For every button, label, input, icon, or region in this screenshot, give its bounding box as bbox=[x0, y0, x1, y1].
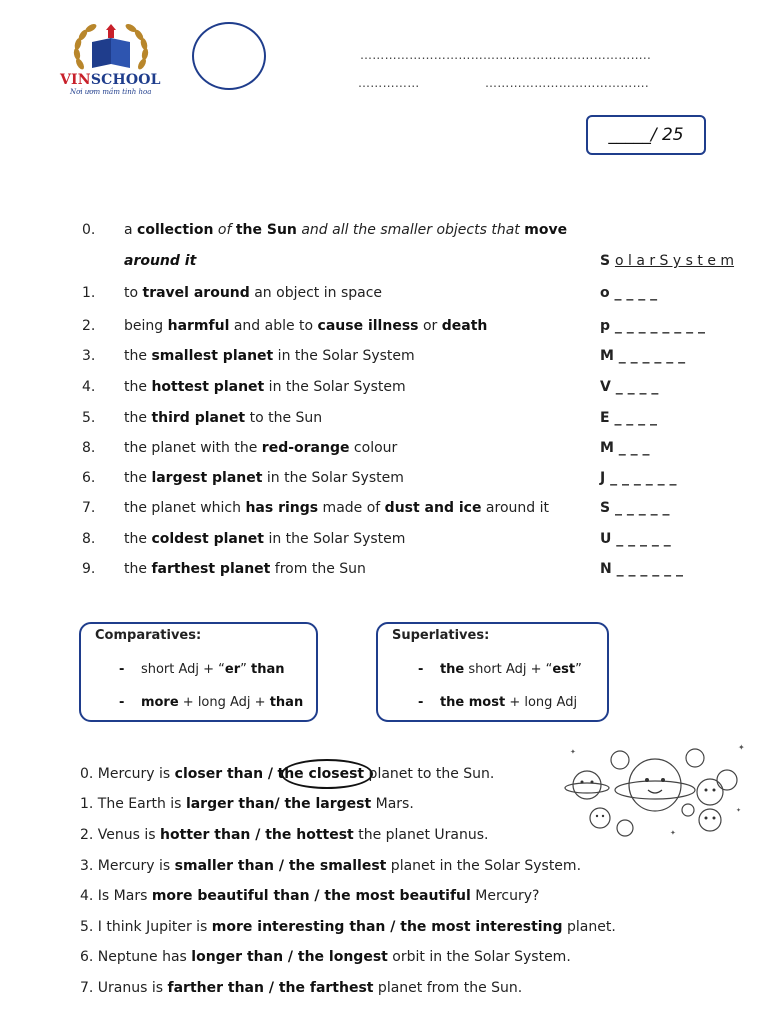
grammar-sentence bbox=[80, 888, 539, 904]
example-definition-line1: a collection of the Sun and all the smaller objects that move bbox=[124, 222, 568, 238]
grammar-sentence bbox=[80, 949, 571, 965]
score-box[interactable]: _____/ 25 bbox=[586, 115, 706, 155]
comparatives-rule-1: - short Adj + “er” than bbox=[119, 662, 285, 677]
sentence-text: 2. Venus is bbox=[80, 827, 161, 843]
sentence-text: 7. Uranus is bbox=[80, 980, 168, 996]
example-definition-line2: around it bbox=[124, 253, 197, 269]
vocab-item-definition: being harmful and able to cause illness or death bbox=[124, 318, 488, 334]
svg-text:✦: ✦ bbox=[738, 743, 745, 752]
vocab-item-answer-blank[interactable]: M _ _ _ _ _ _ bbox=[600, 348, 686, 364]
choice-option[interactable]: farther than / the farthest bbox=[167, 980, 374, 996]
grammar-sentence bbox=[80, 919, 616, 935]
vocab-item-number: 4. bbox=[82, 379, 96, 395]
vocab-item-definition: to travel around an object in space bbox=[124, 285, 383, 301]
vocab-item-definition: the largest planet in the Solar System bbox=[124, 470, 404, 486]
choice-option[interactable]: larger than/ the largest bbox=[185, 796, 372, 812]
vocab-item-answer-blank[interactable]: M _ _ _ bbox=[600, 440, 650, 456]
svg-text:✦: ✦ bbox=[736, 807, 742, 814]
vocab-item-number: 3. bbox=[82, 348, 96, 364]
brand-red-part: VIN bbox=[60, 72, 91, 88]
school-slogan: Nơi ươm mầm tinh hoa bbox=[70, 88, 152, 96]
sentence-text: planet in the Solar System. bbox=[386, 858, 582, 874]
comparatives-rule-2: - more + long Adj + than bbox=[119, 695, 304, 710]
vocab-item-number: 1. bbox=[82, 285, 96, 301]
answer-circle-mark bbox=[281, 759, 373, 789]
sentence-text: planet. bbox=[562, 919, 616, 935]
comparatives-box bbox=[79, 622, 318, 722]
vocab-item-answer-blank[interactable]: E _ _ _ _ bbox=[600, 410, 658, 426]
brand-blue-part: SCHOOL bbox=[90, 72, 161, 88]
vocab-item-definition: the smallest planet in the Solar System bbox=[124, 348, 415, 364]
superlatives-rule-1: - the short Adj + “est” bbox=[418, 662, 582, 677]
choice-option[interactable]: closer than / bbox=[174, 766, 274, 782]
sentence-text: Mars. bbox=[371, 796, 414, 812]
vocab-item-definition: the third planet to the Sun bbox=[124, 410, 323, 426]
vocab-item-definition: the planet with the red-orange colour bbox=[124, 440, 398, 456]
superlatives-rule-2: - the most + long Adj bbox=[418, 695, 578, 710]
date-line[interactable]: …………………………………. bbox=[485, 76, 650, 90]
choice-option[interactable]: more interesting than / the most interesting bbox=[211, 919, 563, 935]
choice-option[interactable]: longer than / the longest bbox=[191, 949, 388, 965]
sentence-text: planet to the Sun. bbox=[364, 766, 495, 782]
sentence-text: planet from the Sun. bbox=[373, 980, 523, 996]
grammar-sentence bbox=[80, 827, 488, 843]
svg-text:✦: ✦ bbox=[570, 748, 576, 756]
vocab-item-number: 6. bbox=[82, 470, 96, 486]
svg-text:✦: ✦ bbox=[670, 829, 676, 837]
vocab-item-answer-blank[interactable]: V _ _ _ _ bbox=[600, 379, 659, 395]
vocab-item-definition: the farthest planet from the Sun bbox=[124, 561, 366, 577]
sentence-text: 5. I think Jupiter is bbox=[80, 919, 212, 935]
mark-circle bbox=[192, 22, 266, 90]
sentence-text: 1. The Earth is bbox=[80, 796, 186, 812]
planets-clipart-icon bbox=[560, 740, 750, 840]
sentence-text: 0. Mercury is bbox=[80, 766, 175, 782]
grammar-sentence bbox=[80, 858, 581, 874]
choice-option[interactable]: the closest bbox=[277, 766, 365, 782]
name-line[interactable]: …………………………………………………………….. bbox=[360, 48, 652, 62]
grammar-sentence bbox=[80, 796, 414, 812]
example-number: 0. bbox=[82, 222, 96, 238]
sentence-text: 6. Neptune has bbox=[80, 949, 192, 965]
comparatives-title: Comparatives: bbox=[95, 628, 202, 643]
vocab-item-definition: the coldest planet in the Solar System bbox=[124, 531, 406, 547]
superlatives-title: Superlatives: bbox=[392, 628, 490, 643]
vocab-item-answer-blank[interactable]: J _ _ _ _ _ _ bbox=[600, 470, 677, 486]
vocab-item-number: 2. bbox=[82, 318, 96, 334]
vocab-item-answer-blank[interactable]: p _ _ _ _ _ _ _ _ bbox=[600, 318, 706, 334]
sentence-text: 4. Is Mars bbox=[80, 888, 152, 904]
school-brand bbox=[60, 72, 161, 88]
vocab-item-definition: the planet which has rings made of dust and ice around it bbox=[124, 500, 549, 516]
vocab-item-answer-blank[interactable]: o _ _ _ _ bbox=[600, 285, 658, 301]
example-answer: S o l a r S y s t e m bbox=[600, 253, 735, 269]
class-line[interactable]: …………… bbox=[358, 76, 420, 90]
vocab-item-answer-blank[interactable]: S _ _ _ _ _ bbox=[600, 500, 670, 516]
vocab-item-number: 9. bbox=[82, 561, 96, 577]
superlatives-box bbox=[376, 622, 609, 722]
sentence-text: orbit in the Solar System. bbox=[387, 949, 571, 965]
choice-option[interactable]: hotter than / the hottest bbox=[160, 827, 354, 843]
vocab-item-number: 8. bbox=[82, 440, 96, 456]
vocab-item-number: 5. bbox=[82, 410, 96, 426]
vocab-item-answer-blank[interactable]: N _ _ _ _ _ _ bbox=[600, 561, 683, 577]
sentence-text: the planet Uranus. bbox=[353, 827, 489, 843]
vocab-item-answer-blank[interactable]: U _ _ _ _ _ bbox=[600, 531, 671, 547]
vocab-item-number: 7. bbox=[82, 500, 96, 516]
vocab-item-number: 8. bbox=[82, 531, 96, 547]
choice-option[interactable]: more beautiful than / the most beautiful bbox=[151, 888, 471, 904]
grammar-sentence bbox=[80, 980, 522, 996]
choice-option[interactable]: smaller than / the smallest bbox=[174, 858, 387, 874]
sentence-text: Mercury? bbox=[470, 888, 540, 904]
vocab-item-definition: the hottest planet in the Solar System bbox=[124, 379, 406, 395]
sentence-text: 3. Mercury is bbox=[80, 858, 175, 874]
